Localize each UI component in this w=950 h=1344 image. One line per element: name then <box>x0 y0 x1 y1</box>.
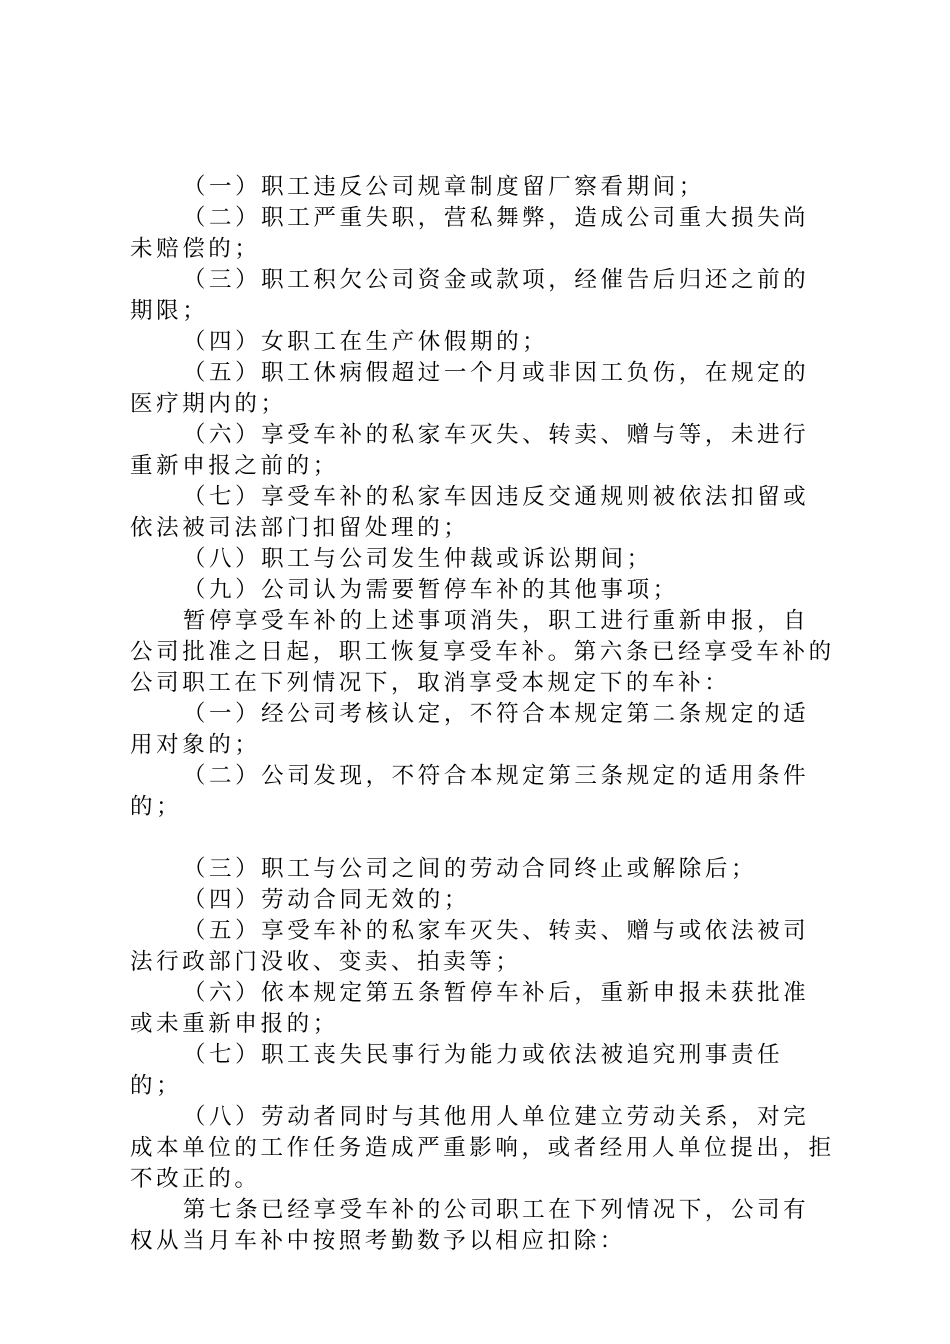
paragraph: （四）女职工在生产休假期的； <box>182 329 549 355</box>
paragraph: （三）职工积欠公司资金或款项，经催告后归还之前的期限； <box>130 267 810 324</box>
paragraph: （七）职工丧失民事行为能力或依法被追究刑事责任的； <box>130 1042 784 1099</box>
paragraph: （六）依本规定第五条暂停车补后，重新申报未获批准或未重新申报的； <box>130 980 810 1037</box>
paragraph: （九）公司认为需要暂停车补的其他事项； <box>182 577 679 603</box>
paragraph: （八）职工与公司发生仲裁或诉讼期间； <box>182 546 653 572</box>
paragraph: （二）职工严重失职，营私舞弊，造成公司重大损失尚未赔偿的； <box>130 205 810 262</box>
blank-line <box>130 823 835 854</box>
paragraph: 第七条已经享受车补的公司职工在下列情况下，公司有权从当月车补中按照考勤数予以相应扣除： <box>130 1197 810 1254</box>
paragraph: （一）职工违反公司规章制度留厂察看期间； <box>182 174 705 200</box>
paragraph: 暂停享受车补的上述事项消失，职工进行重新申报，自公司批准之日起，职工恢复享受车补。第六条已经享受车补的公司职工在下列情况下，取消享受本规定下的车补： <box>130 608 835 696</box>
paragraph: （三）职工与公司之间的劳动合同终止或解除后； <box>182 856 758 882</box>
paragraph: （七）享受车补的私家车因违反交通规则被依法扣留或依法被司法部门扣留处理的； <box>130 484 810 541</box>
document-body <box>130 172 835 1257</box>
paragraph: （六）享受车补的私家车灭失、转卖、赠与等，未进行重新申报之前的； <box>130 422 810 479</box>
paragraph: （一）经公司考核认定，不符合本规定第二条规定的适用对象的； <box>130 701 810 758</box>
paragraph: （五）职工休病假超过一个月或非因工负伤，在规定的医疗期内的； <box>130 360 810 417</box>
paragraph: （五）享受车补的私家车灭失、转卖、赠与或依法被司法行政部门没收、变卖、拍卖等； <box>130 918 810 975</box>
paragraph: （八）劳动者同时与其他用人单位建立劳动关系，对完成本单位的工作任务造成严重影响，或者经用人单位提出，拒不改正的。 <box>130 1104 835 1192</box>
paragraph: （二）公司发现，不符合本规定第三条规定的适用条件的； <box>130 763 810 820</box>
paragraph: （四）劳动合同无效的； <box>182 887 470 913</box>
